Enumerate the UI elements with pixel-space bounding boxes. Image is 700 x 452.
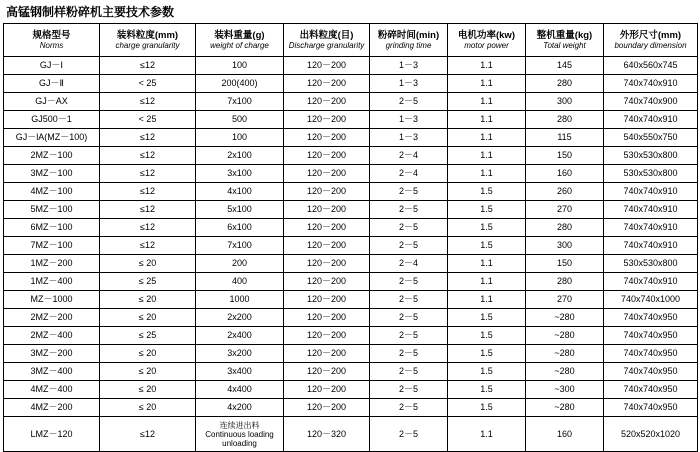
table-cell: 2－4 (370, 165, 448, 183)
table-cell: ≤ 20 (100, 291, 196, 309)
table-cell: 400 (196, 273, 284, 291)
table-cell: 740x740x910 (604, 201, 698, 219)
table-cell: GJ－Ⅰ (4, 57, 100, 75)
table-cell: ≤12 (100, 57, 196, 75)
table-cell: 4MZ－200 (4, 399, 100, 417)
table-row (4, 237, 698, 255)
table-cell: 120－200 (284, 111, 370, 129)
table-cell-multiline: 连续进出料 Continuous loading unloading (205, 420, 274, 448)
table-cell: 3x200 (196, 345, 284, 363)
table-cell: < 25 (100, 75, 196, 93)
table-cell: 7x100 (196, 237, 284, 255)
table-cell: 740x740x910 (604, 111, 698, 129)
table-cell: ≤ 20 (100, 345, 196, 363)
table-cell: 2－5 (370, 201, 448, 219)
table-cell: 280 (526, 273, 604, 291)
table-cell: 740x740x950 (604, 381, 698, 399)
table-cell: 120－200 (284, 165, 370, 183)
table-cell: 740x740x910 (604, 183, 698, 201)
table-cell: 1.5 (448, 381, 526, 399)
column-header-norms (4, 24, 100, 57)
table-cell: 540x550x750 (604, 129, 698, 147)
table-row (4, 111, 698, 129)
table-cell: 280 (526, 75, 604, 93)
table-cell: 2－5 (370, 291, 448, 309)
table-cell: 5x100 (196, 201, 284, 219)
table-cell: GJ－lA(MZ－100) (4, 129, 100, 147)
table-cell: 1.1 (448, 129, 526, 147)
table-cell: 2－5 (370, 93, 448, 111)
table-cell: 2－5 (370, 219, 448, 237)
table-row (4, 183, 698, 201)
table-cell: ≤12 (100, 147, 196, 165)
table-cell: 120－200 (284, 291, 370, 309)
table-cell: 1－3 (370, 111, 448, 129)
table-row (4, 75, 698, 93)
page-title: 高锰钢制样粉碎机主要技术参数 (6, 5, 175, 19)
table-cell: 270 (526, 291, 604, 309)
table-cell: 1.1 (448, 165, 526, 183)
table-cell: ~280 (526, 327, 604, 345)
table-cell: 740x740x950 (604, 309, 698, 327)
table-cell: 1.5 (448, 345, 526, 363)
table-cell: 120－200 (284, 201, 370, 219)
table-cell: 2MZ－100 (4, 147, 100, 165)
column-header-total-weight-cn: 整机重量(kg) (536, 29, 593, 41)
table-row (4, 273, 698, 291)
table-cell: 1.5 (448, 327, 526, 345)
table-row (4, 327, 698, 345)
column-header-charge-granularity (100, 24, 196, 57)
column-header-total-weight-en: Total weight (543, 40, 586, 50)
column-header-grinding-time-en: grinding time (385, 40, 432, 50)
table-cell: 3x100 (196, 165, 284, 183)
table-cell: 2MZ－400 (4, 327, 100, 345)
table-cell: 1.1 (448, 75, 526, 93)
table-cell: 120－320 (284, 417, 370, 452)
table-cell: 1.5 (448, 309, 526, 327)
table-cell: 1.1 (448, 417, 526, 452)
table-cell (196, 417, 284, 452)
table-cell: 280 (526, 219, 604, 237)
table-cell: 1.1 (448, 273, 526, 291)
table-cell: 1.1 (448, 147, 526, 165)
table-cell: 7MZ－100 (4, 237, 100, 255)
column-header-discharge-granularity-en: Discharge granularity (288, 40, 365, 50)
table-cell: ≤ 25 (100, 327, 196, 345)
table-cell: 2－5 (370, 237, 448, 255)
table-cell: ~300 (526, 381, 604, 399)
column-header-grinding-time-cn: 粉碎时间(min) (377, 29, 440, 41)
table-cell: 7x100 (196, 93, 284, 111)
table-cell: 1.5 (448, 219, 526, 237)
table-cell: 4x200 (196, 399, 284, 417)
table-cell: 2MZ－200 (4, 309, 100, 327)
table-cell: 6x100 (196, 219, 284, 237)
column-header-weight-of-charge (196, 24, 284, 57)
table-cell: 1－3 (370, 129, 448, 147)
table-cell: ≤12 (100, 417, 196, 452)
table-cell: 1.1 (448, 111, 526, 129)
table-cell: ≤12 (100, 129, 196, 147)
table-row (4, 417, 698, 452)
table-cell: 3MZ－100 (4, 165, 100, 183)
table-cell: 520x520x1020 (604, 417, 698, 452)
table-row (4, 255, 698, 273)
table-cell: ≤ 20 (100, 309, 196, 327)
table-cell: 740x740x910 (604, 75, 698, 93)
table-cell: 2－5 (370, 345, 448, 363)
column-header-weight-of-charge-cn: 装料重量(g) (214, 29, 265, 41)
table-cell: 1.5 (448, 237, 526, 255)
table-cell: 120－200 (284, 273, 370, 291)
table-cell: 4MZ－400 (4, 381, 100, 399)
table-cell: 740x740x950 (604, 345, 698, 363)
column-header-boundary-dimension (604, 24, 698, 57)
table-cell: 300 (526, 237, 604, 255)
table-cell: ~280 (526, 309, 604, 327)
table-cell: 120－200 (284, 219, 370, 237)
table-cell: ≤12 (100, 165, 196, 183)
column-header-norms-en: Norms (39, 40, 64, 50)
table-cell: 530x530x800 (604, 255, 698, 273)
table-cell: LMZ－120 (4, 417, 100, 452)
table-cell: 120－200 (284, 345, 370, 363)
table-cell: 1.1 (448, 291, 526, 309)
table-row (4, 399, 698, 417)
table-cell: 120－200 (284, 363, 370, 381)
table-cell: 6MZ－100 (4, 219, 100, 237)
table-cell: 120－200 (284, 147, 370, 165)
table-cell: 740x740x900 (604, 93, 698, 111)
column-header-charge-granularity-en: charge granularity (115, 40, 180, 50)
table-cell: 120－200 (284, 183, 370, 201)
table-cell: 280 (526, 111, 604, 129)
table-cell: GJ500－1 (4, 111, 100, 129)
table-row (4, 345, 698, 363)
table-cell: 120－200 (284, 399, 370, 417)
table-row (4, 381, 698, 399)
table-header (4, 24, 698, 57)
table-row (4, 165, 698, 183)
table-cell: 300 (526, 93, 604, 111)
table-cell: ≤12 (100, 237, 196, 255)
table-cell: 100 (196, 129, 284, 147)
table-cell: 740x740x950 (604, 327, 698, 345)
table-cell: 150 (526, 147, 604, 165)
table-cell: 3x400 (196, 363, 284, 381)
specs-table (3, 23, 698, 452)
table-cell: ≤ 25 (100, 273, 196, 291)
table-cell: ≤ 20 (100, 399, 196, 417)
table-cell: 200(400) (196, 75, 284, 93)
table-cell: 4MZ－100 (4, 183, 100, 201)
table-cell: 160 (526, 417, 604, 452)
table-cell: 2－5 (370, 399, 448, 417)
table-cell: 1.5 (448, 363, 526, 381)
table-cell: 530x530x800 (604, 147, 698, 165)
table-cell: 740x740x1000 (604, 291, 698, 309)
table-cell: 2－5 (370, 273, 448, 291)
table-cell: ≤ 20 (100, 363, 196, 381)
table-cell: GJ－Ⅱ (4, 75, 100, 93)
table-cell: 260 (526, 183, 604, 201)
table-cell: 2－4 (370, 255, 448, 273)
table-cell: ≤12 (100, 183, 196, 201)
table-row (4, 93, 698, 111)
table-cell: 4x400 (196, 381, 284, 399)
table-cell: GJ－AX (4, 93, 100, 111)
table-row (4, 147, 698, 165)
table-cell: 2－4 (370, 147, 448, 165)
table-cell: 1.5 (448, 201, 526, 219)
table-cell: 2－5 (370, 183, 448, 201)
table-cell: 2－5 (370, 327, 448, 345)
table-cell: 2x400 (196, 327, 284, 345)
table-cell: 1.5 (448, 183, 526, 201)
table-cell: 2x200 (196, 309, 284, 327)
table-cell: 2－5 (370, 381, 448, 399)
table-cell: 640x560x745 (604, 57, 698, 75)
table-cell: 2－5 (370, 363, 448, 381)
column-header-boundary-dimension-cn: 外形尺寸(mm) (619, 29, 682, 41)
column-header-grinding-time (370, 24, 448, 57)
table-cell: 740x740x950 (604, 399, 698, 417)
table-cell: 115 (526, 129, 604, 147)
table-cell: 2x100 (196, 147, 284, 165)
table-cell: 270 (526, 201, 604, 219)
table-cell: 120－200 (284, 327, 370, 345)
table-cell: ≤12 (100, 93, 196, 111)
header-row (4, 24, 698, 57)
table-cell: ≤12 (100, 201, 196, 219)
table-cell: MZ－1000 (4, 291, 100, 309)
table-row (4, 57, 698, 75)
table-cell: 1000 (196, 291, 284, 309)
table-cell: 145 (526, 57, 604, 75)
table-cell: 1－3 (370, 75, 448, 93)
table-cell: 120－200 (284, 93, 370, 111)
table-cell: 5MZ－100 (4, 201, 100, 219)
table-row (4, 201, 698, 219)
table-cell: 1.5 (448, 399, 526, 417)
table-cell: ≤12 (100, 219, 196, 237)
table-cell: 120－200 (284, 237, 370, 255)
table-cell: 1MZ－200 (4, 255, 100, 273)
table-cell: 120－200 (284, 57, 370, 75)
table-cell: 1.1 (448, 57, 526, 75)
table-row (4, 219, 698, 237)
table-cell: 1.1 (448, 93, 526, 111)
table-cell: 100 (196, 57, 284, 75)
table-row (4, 129, 698, 147)
table-body (4, 57, 698, 452)
table-cell: 2－5 (370, 309, 448, 327)
column-header-discharge-granularity-cn: 出料粒度(目) (299, 29, 354, 41)
table-cell: ≤ 20 (100, 255, 196, 273)
table-cell: ~280 (526, 345, 604, 363)
table-cell: ~280 (526, 399, 604, 417)
table-cell: 150 (526, 255, 604, 273)
table-cell: 160 (526, 165, 604, 183)
table-row (4, 363, 698, 381)
column-header-norms-cn: 规格型号 (32, 29, 71, 41)
table-cell: 530x530x800 (604, 165, 698, 183)
table-cell: 4x100 (196, 183, 284, 201)
column-header-motor-power-en: motor power (464, 40, 509, 50)
column-header-charge-granularity-cn: 装料粒度(mm) (116, 29, 179, 41)
table-cell: 740x740x910 (604, 237, 698, 255)
table-cell: 500 (196, 111, 284, 129)
table-cell: ~280 (526, 363, 604, 381)
table-cell: 120－200 (284, 381, 370, 399)
column-header-boundary-dimension-en: boundary dimension (614, 40, 687, 50)
column-header-motor-power-cn: 电机功率(kw) (457, 29, 515, 41)
column-header-total-weight (526, 24, 604, 57)
table-row (4, 309, 698, 327)
table-cell: 120－200 (284, 255, 370, 273)
table-cell: 740x740x950 (604, 363, 698, 381)
table-cell: 1.1 (448, 255, 526, 273)
table-cell: ≤ 20 (100, 381, 196, 399)
table-row (4, 291, 698, 309)
table-cell: 740x740x910 (604, 219, 698, 237)
table-cell: 200 (196, 255, 284, 273)
column-header-weight-of-charge-en: weight of charge (210, 40, 269, 50)
column-header-motor-power (448, 24, 526, 57)
table-cell: 1MZ－400 (4, 273, 100, 291)
table-cell: 120－200 (284, 75, 370, 93)
table-cell: 3MZ－400 (4, 363, 100, 381)
table-cell: 120－200 (284, 129, 370, 147)
table-cell: 120－200 (284, 309, 370, 327)
table-cell: < 25 (100, 111, 196, 129)
table-cell: 3MZ－200 (4, 345, 100, 363)
column-header-discharge-granularity (284, 24, 370, 57)
table-cell: 2－5 (370, 417, 448, 452)
table-cell: 1－3 (370, 57, 448, 75)
table-cell: 740x740x910 (604, 273, 698, 291)
